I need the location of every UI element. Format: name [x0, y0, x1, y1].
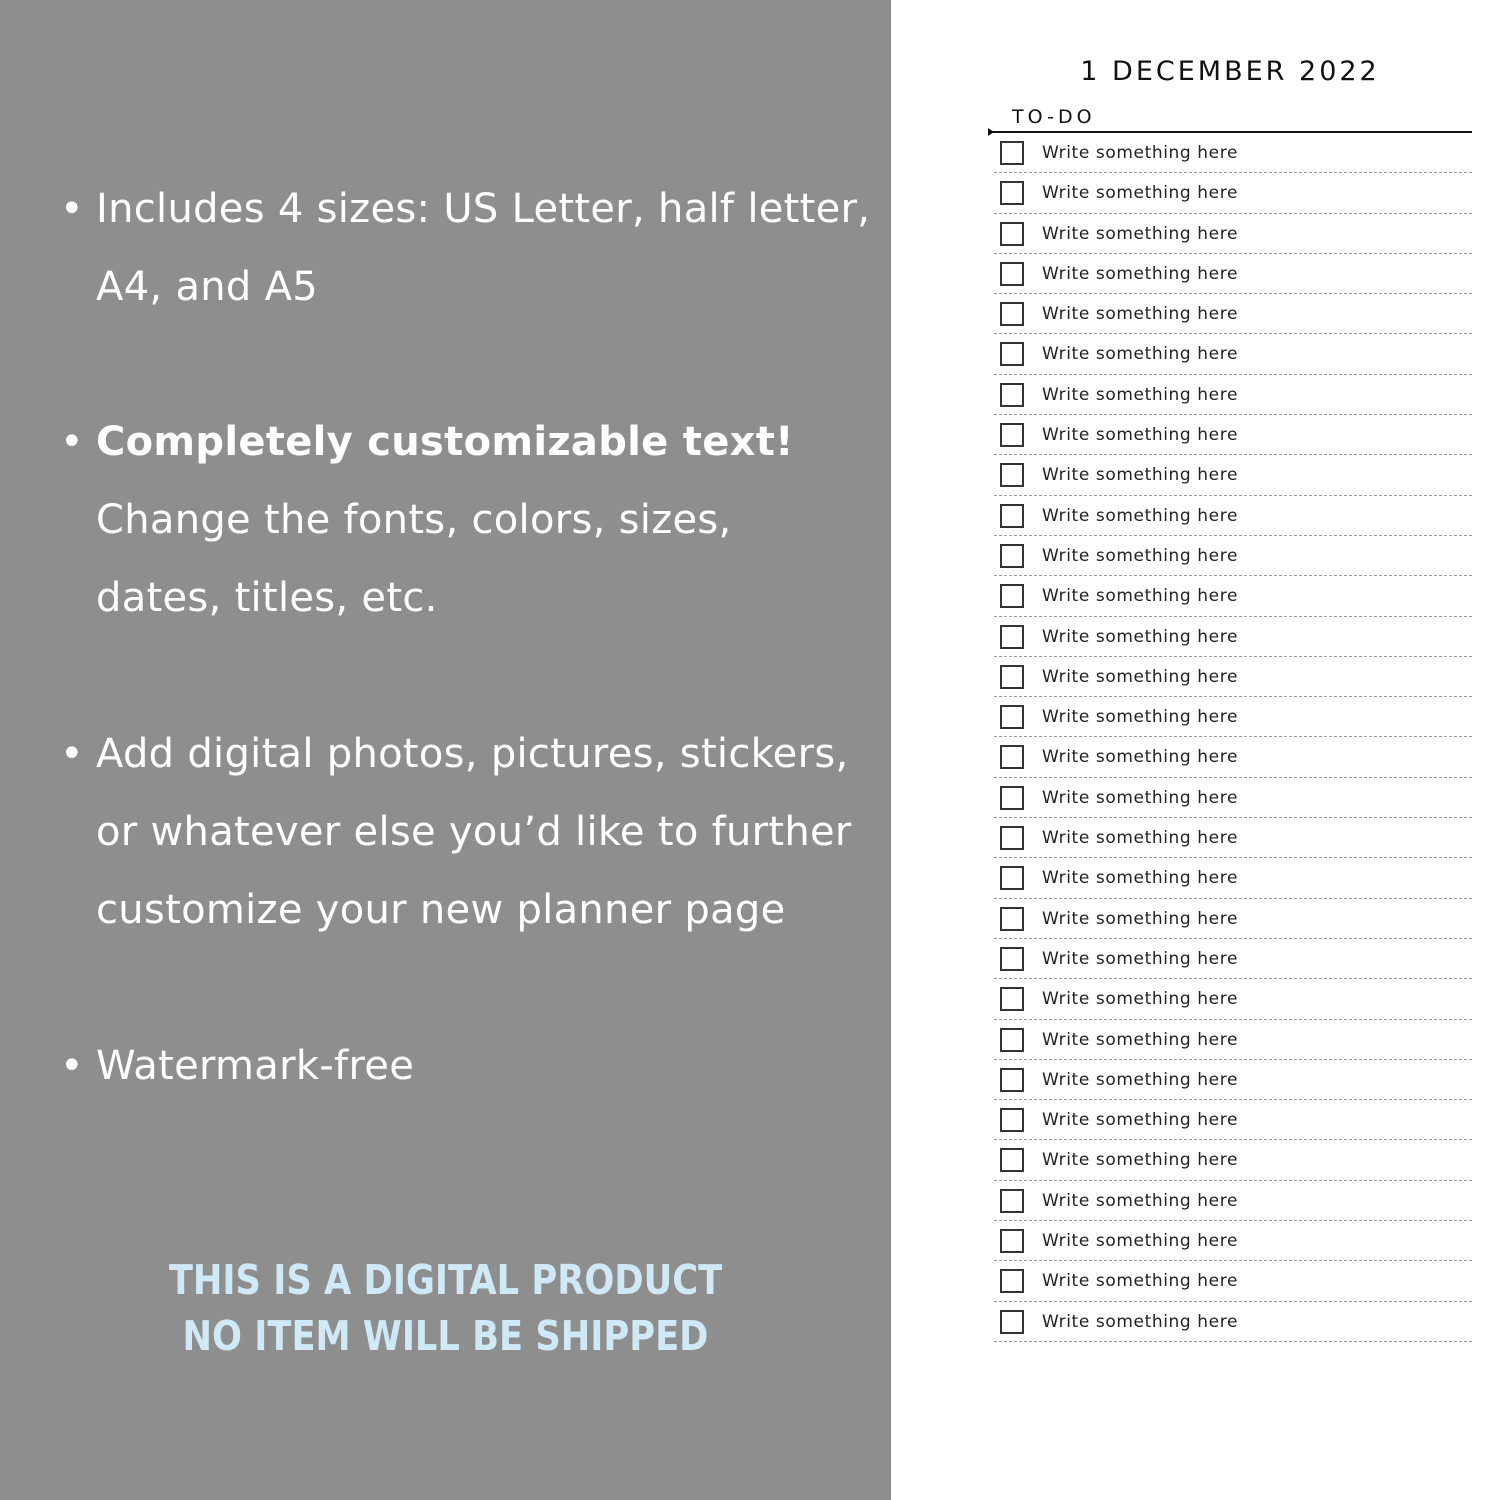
todo-row	[994, 1020, 1472, 1060]
todo-checkbox[interactable]	[1000, 947, 1024, 971]
todo-item-text[interactable]: Write something here	[1042, 505, 1239, 526]
todo-checkbox[interactable]	[1000, 987, 1024, 1011]
todo-checkbox[interactable]	[1000, 1148, 1024, 1172]
todo-row	[994, 1302, 1472, 1342]
todo-item-text[interactable]: Write something here	[1042, 868, 1239, 889]
feature-text: Add digital photos, pictures, stickers,	[96, 731, 849, 777]
todo-row	[994, 979, 1472, 1019]
todo-row	[994, 455, 1472, 495]
todo-row	[994, 254, 1472, 294]
todo-checkbox[interactable]	[1000, 625, 1024, 649]
todo-item-text[interactable]: Write something here	[1042, 304, 1239, 325]
feature-item	[60, 1027, 860, 1105]
todo-heading: TO-DO	[1012, 106, 1096, 128]
feature-text: Completely customizable text!	[96, 419, 794, 465]
todo-checkbox[interactable]	[1000, 745, 1024, 769]
todo-checkbox[interactable]	[1000, 383, 1024, 407]
todo-checkbox[interactable]	[1000, 423, 1024, 447]
todo-checkbox[interactable]	[1000, 342, 1024, 366]
todo-checkbox[interactable]	[1000, 907, 1024, 931]
todo-item-text[interactable]: Write something here	[1042, 787, 1239, 808]
todo-checkbox[interactable]	[1000, 1229, 1024, 1253]
todo-row	[994, 1140, 1472, 1180]
todo-item-text[interactable]: Write something here	[1042, 828, 1239, 849]
todo-row	[994, 697, 1472, 737]
todo-row	[994, 858, 1472, 898]
feature-text: Watermark-free	[96, 1043, 415, 1089]
todo-row	[994, 939, 1472, 979]
todo-item-text[interactable]: Write something here	[1042, 1311, 1239, 1332]
todo-checkbox[interactable]	[1000, 1269, 1024, 1293]
todo-list	[994, 133, 1472, 1342]
todo-checkbox[interactable]	[1000, 302, 1024, 326]
todo-checkbox[interactable]	[1000, 504, 1024, 528]
todo-item-text[interactable]: Write something here	[1042, 1150, 1239, 1171]
todo-item-text[interactable]: Write something here	[1042, 263, 1239, 284]
todo-checkbox[interactable]	[1000, 544, 1024, 568]
todo-row	[994, 496, 1472, 536]
planner-page	[988, 0, 1472, 1500]
feature-item	[60, 170, 871, 326]
todo-row	[994, 576, 1472, 616]
todo-checkbox[interactable]	[1000, 262, 1024, 286]
todo-row	[994, 737, 1472, 777]
todo-item-text[interactable]: Write something here	[1042, 747, 1239, 768]
todo-item-text[interactable]: Write something here	[1042, 425, 1239, 446]
todo-checkbox[interactable]	[1000, 665, 1024, 689]
todo-checkbox[interactable]	[1000, 1310, 1024, 1334]
todo-item-text[interactable]: Write something here	[1042, 384, 1239, 405]
feature-text: customize your new planner page	[96, 887, 786, 933]
todo-row	[994, 1100, 1472, 1140]
digital-product-notice	[62, 1252, 828, 1364]
todo-checkbox[interactable]	[1000, 826, 1024, 850]
todo-row	[994, 778, 1472, 818]
todo-checkbox[interactable]	[1000, 1028, 1024, 1052]
todo-item-text[interactable]: Write something here	[1042, 1110, 1239, 1131]
bullet-icon: •	[60, 419, 84, 465]
todo-item-text[interactable]: Write something here	[1042, 223, 1239, 244]
todo-row	[994, 173, 1472, 213]
todo-row	[994, 1261, 1472, 1301]
todo-row	[994, 657, 1472, 697]
feature-item	[60, 403, 860, 637]
todo-item-text[interactable]: Write something here	[1042, 1029, 1239, 1050]
todo-item-text[interactable]: Write something here	[1042, 707, 1239, 728]
todo-row	[994, 334, 1472, 374]
todo-checkbox[interactable]	[1000, 786, 1024, 810]
todo-checkbox[interactable]	[1000, 222, 1024, 246]
feature-text: Includes 4 sizes: US Letter, half letter,	[96, 186, 871, 232]
todo-checkbox[interactable]	[1000, 1108, 1024, 1132]
todo-item-text[interactable]: Write something here	[1042, 948, 1239, 969]
todo-checkbox[interactable]	[1000, 866, 1024, 890]
todo-item-text[interactable]: Write something here	[1042, 626, 1239, 647]
todo-row	[994, 1060, 1472, 1100]
feature-text: dates, titles, etc.	[96, 575, 438, 621]
bullet-icon: •	[60, 731, 84, 777]
todo-checkbox[interactable]	[1000, 181, 1024, 205]
todo-item-text[interactable]: Write something here	[1042, 183, 1239, 204]
todo-checkbox[interactable]	[1000, 584, 1024, 608]
todo-row	[994, 617, 1472, 657]
feature-text: or whatever else you’d like to further	[96, 809, 852, 855]
todo-checkbox[interactable]	[1000, 1189, 1024, 1213]
todo-checkbox[interactable]	[1000, 141, 1024, 165]
planner-date: 1 DECEMBER 2022	[1080, 56, 1380, 87]
todo-row	[994, 294, 1472, 334]
todo-item-text[interactable]: Write something here	[1042, 1231, 1239, 1252]
todo-item-text[interactable]: Write something here	[1042, 1190, 1239, 1211]
todo-row	[994, 375, 1472, 415]
todo-row	[994, 214, 1472, 254]
feature-item	[60, 715, 860, 949]
todo-row	[994, 1181, 1472, 1221]
feature-text: A4, and A5	[96, 264, 319, 310]
todo-item-text[interactable]: Write something here	[1042, 1069, 1239, 1090]
todo-item-text[interactable]: Write something here	[1042, 344, 1239, 365]
todo-row	[994, 133, 1472, 173]
todo-checkbox[interactable]	[1000, 1068, 1024, 1092]
todo-row	[994, 899, 1472, 939]
todo-item-text[interactable]: Write something here	[1042, 143, 1239, 163]
todo-item-text[interactable]: Write something here	[1042, 666, 1239, 687]
notice-line: THIS IS A DIGITAL PRODUCT	[168, 1256, 723, 1304]
todo-row	[994, 1221, 1472, 1261]
todo-item-text[interactable]: Write something here	[1042, 908, 1239, 929]
todo-item-text[interactable]: Write something here	[1042, 1271, 1239, 1292]
todo-checkbox[interactable]	[1000, 705, 1024, 729]
todo-checkbox[interactable]	[1000, 463, 1024, 487]
todo-item-text[interactable]: Write something here	[1042, 989, 1239, 1010]
todo-row	[994, 818, 1472, 858]
feature-text: Change the fonts, colors, sizes,	[96, 497, 732, 543]
notice-line: NO ITEM WILL BE SHIPPED	[182, 1312, 709, 1360]
todo-item-text[interactable]: Write something here	[1042, 586, 1239, 607]
todo-item-text[interactable]: Write something here	[1042, 465, 1239, 486]
todo-item-text[interactable]: Write something here	[1042, 545, 1239, 566]
bullet-icon: •	[60, 1043, 84, 1089]
todo-row	[994, 536, 1472, 576]
bullet-icon: •	[60, 186, 84, 232]
todo-row	[994, 415, 1472, 455]
